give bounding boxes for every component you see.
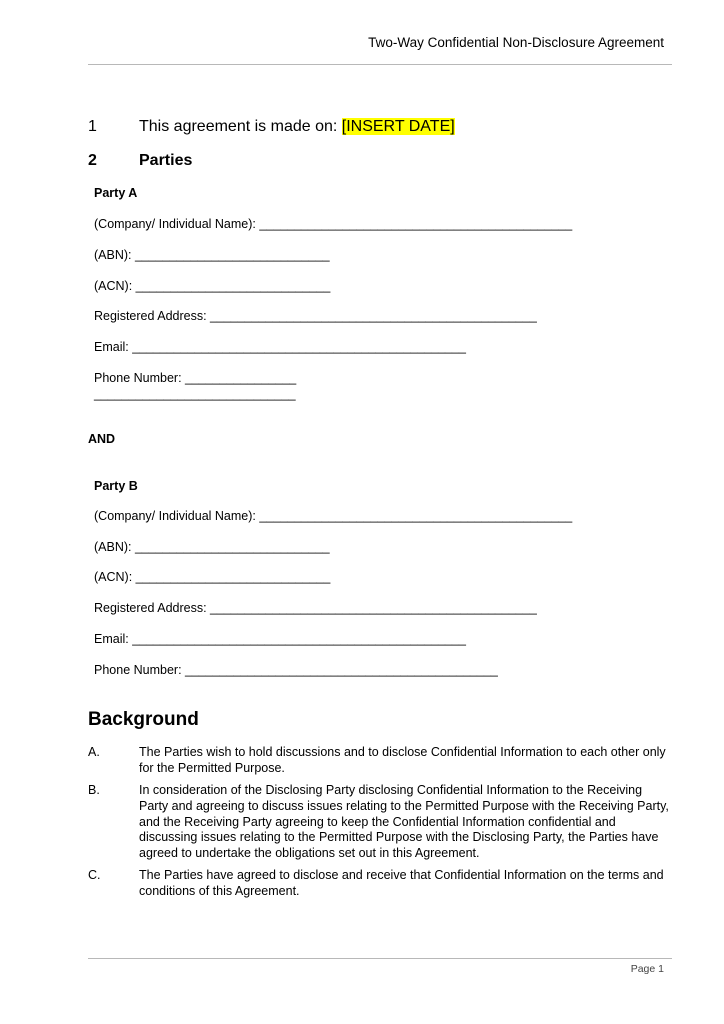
party-a-company-name-field[interactable]: (Company/ Individual Name): _____________________________________________ [94,217,573,231]
footer-divider [88,958,672,959]
party-b-phone-field[interactable]: Phone Number: _____________________________________________ [94,663,498,677]
section-1-number: 1 [88,118,97,135]
party-b-acn-field[interactable]: (ACN): ____________________________ [94,570,331,584]
background-item-letter: B. [88,783,100,797]
party-a-phone-field-continued[interactable]: _____________________________ [94,387,296,401]
background-item-text: In consideration of the Disclosing Party disclosing Confidential Information to the Receiving Party and agreeing to discuss issues relating to the Permitted Purpose with the Receiving Party, and the Receiving Party agreeing to keep the Confidential Information confidential and discussing issues relating to the Permitted Purpose with the Disclosing Party, the Parties have agreed to undertake the obligations set out in this Agreement. [139,783,669,861]
section-2-title: Parties [139,152,193,169]
background-heading: Background [88,709,199,730]
party-a-registered-address-field[interactable]: Registered Address: _______________________________________________ [94,309,537,323]
background-item-letter: C. [88,868,101,882]
and-separator: AND [88,432,116,446]
party-b-registered-address-field[interactable]: Registered Address: _______________________________________________ [94,601,537,615]
background-item-letter: A. [88,745,100,759]
party-a-label: Party A [94,186,138,200]
agreement-date-label: This agreement is made on: [139,118,342,135]
party-a-email-field[interactable]: Email: ________________________________________________ [94,340,466,354]
header-divider [88,64,672,65]
background-item-text: The Parties have agreed to disclose and receive that Confidential Information on the terms and conditions of this Agreement. [139,868,664,898]
agreement-date-line [139,118,455,136]
party-a-abn-field[interactable]: (ABN): ____________________________ [94,248,330,262]
party-b-email-field[interactable]: Email: ________________________________________________ [94,632,466,646]
party-b-label: Party B [94,479,138,493]
background-item-text: The Parties wish to hold discussions and to disclose Confidential Information to each other only for the Permitted Purpose. [139,745,666,775]
page-number: Page 1 [630,963,664,975]
document-header-title: Two-Way Confidential Non-Disclosure Agreement [368,35,664,50]
party-b-company-name-field[interactable]: (Company/ Individual Name): _____________________________________________ [94,509,573,523]
party-b-abn-field[interactable]: (ABN): ____________________________ [94,540,330,554]
party-a-phone-field[interactable]: Phone Number: ________________ [94,371,297,385]
section-2-number: 2 [88,152,97,169]
party-a-acn-field[interactable]: (ACN): ____________________________ [94,279,331,293]
insert-date-placeholder[interactable]: [INSERT DATE] [341,118,455,135]
